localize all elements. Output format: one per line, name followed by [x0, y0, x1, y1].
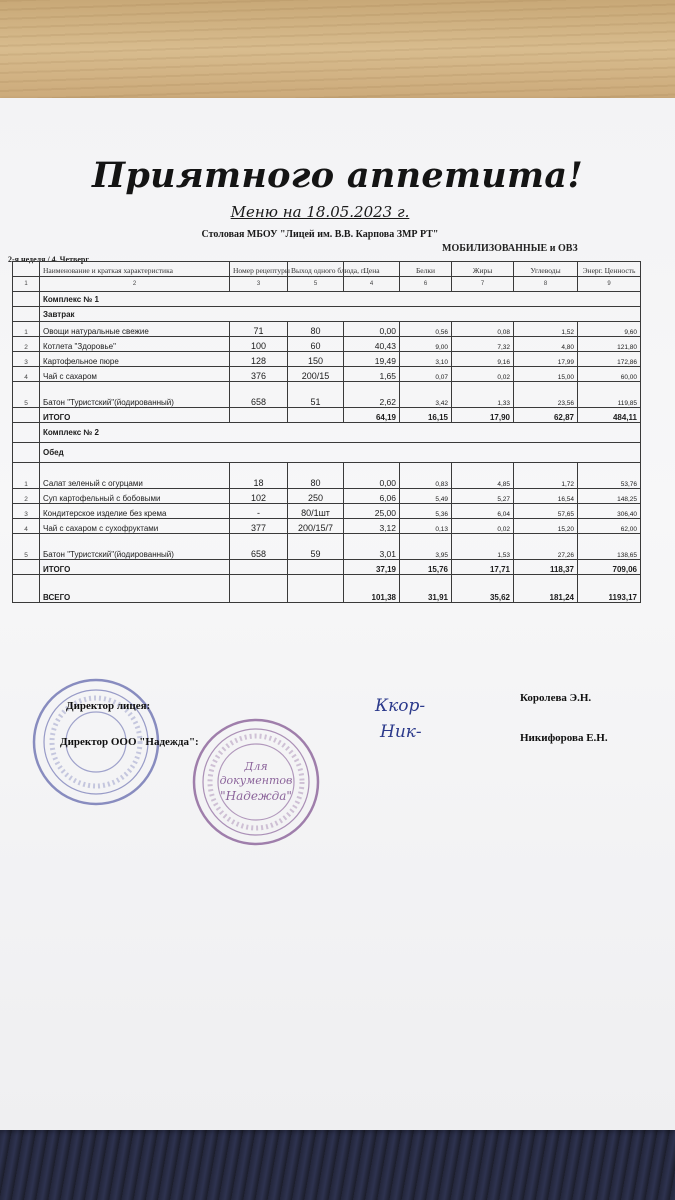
complex-title: Комплекс № 2 — [40, 423, 641, 443]
header-yield: Выход одного блюда, г. — [288, 262, 344, 277]
table-row — [13, 489, 641, 504]
column-number-row — [13, 277, 641, 292]
recipe-number: 128 — [230, 352, 288, 367]
meal-title: Обед — [40, 443, 641, 463]
school-name: Столовая МБОУ "Лицей им. В.В. Карпова ЗМР РТ" — [201, 229, 439, 240]
dish-carbs: 27,26 — [514, 534, 578, 560]
dish-carbs: 15,00 — [514, 367, 578, 382]
complex-2-meal-row — [13, 443, 641, 463]
dish-protein: 3,10 — [400, 352, 452, 367]
header-fat: Жиры — [452, 262, 514, 277]
director-name: Королева Э.Н. — [520, 692, 592, 704]
dish-energy: 138,65 — [578, 534, 641, 560]
column-number: 4 — [344, 277, 400, 292]
dish-fat: 0,08 — [452, 322, 514, 337]
recipe-number: 102 — [230, 489, 288, 504]
dish-energy: 62,00 — [578, 519, 641, 534]
row-index: 2 — [13, 337, 40, 352]
header-energy: Энерг. Ценность — [578, 262, 641, 277]
header-name: Наименование и краткая характеристика — [40, 262, 230, 277]
dish-price: 1,65 — [344, 367, 400, 382]
dish-price: 3,01 — [344, 534, 400, 560]
recipe-number: 376 — [230, 367, 288, 382]
total-protein: 16,15 — [400, 408, 452, 423]
menu-date: Меню на 18.05.2023 г. — [230, 203, 410, 221]
company-director-signature: Ник- — [380, 722, 422, 742]
grand-total-price: 101,38 — [344, 575, 400, 603]
grand-total-carbs: 181,24 — [514, 575, 578, 603]
grand-total-protein: 31,91 — [400, 575, 452, 603]
dish-yield: 59 — [288, 534, 344, 560]
dish-name: Чай с сахаром — [40, 367, 230, 382]
dish-protein: 5,49 — [400, 489, 452, 504]
dish-protein: 0,07 — [400, 367, 452, 382]
table-row — [13, 534, 641, 560]
recipe-number: 658 — [230, 382, 288, 408]
dish-protein: 0,83 — [400, 463, 452, 489]
column-number: 2 — [40, 277, 230, 292]
dish-energy: 119,85 — [578, 382, 641, 408]
column-number: 8 — [514, 277, 578, 292]
dish-price: 0,00 — [344, 463, 400, 489]
dish-carbs: 17,99 — [514, 352, 578, 367]
dish-price: 0,00 — [344, 322, 400, 337]
dish-carbs: 16,54 — [514, 489, 578, 504]
table-row — [13, 463, 641, 489]
row-index: 3 — [13, 352, 40, 367]
dish-protein: 3,42 — [400, 382, 452, 408]
complex-2-title-row — [13, 423, 641, 443]
row-index: 1 — [13, 322, 40, 337]
dish-protein: 0,56 — [400, 322, 452, 337]
complex-1-meal-row — [13, 307, 641, 322]
menu-table — [12, 261, 641, 603]
column-number: 3 — [230, 277, 288, 292]
stamp-text: "Надежда" — [220, 789, 292, 803]
recipe-number: 100 — [230, 337, 288, 352]
dish-carbs: 1,52 — [514, 322, 578, 337]
row-index: 1 — [13, 463, 40, 489]
dish-carbs: 57,65 — [514, 504, 578, 519]
dish-price: 6,06 — [344, 489, 400, 504]
total-energy: 484,11 — [578, 408, 641, 423]
dish-energy: 121,80 — [578, 337, 641, 352]
dish-fat: 5,27 — [452, 489, 514, 504]
dish-fat: 7,32 — [452, 337, 514, 352]
header-carbs: Углеводы — [514, 262, 578, 277]
dish-energy: 172,86 — [578, 352, 641, 367]
category-label: МОБИЛИЗОВАННЫЕ и ОВЗ — [442, 243, 578, 254]
dish-name: Чай с сахаром с сухофруктами — [40, 519, 230, 534]
dish-fat: 9,16 — [452, 352, 514, 367]
column-number: 1 — [13, 277, 40, 292]
dish-carbs: 4,80 — [514, 337, 578, 352]
director-signature: Ккор- — [375, 696, 426, 716]
recipe-number: 658 — [230, 534, 288, 560]
company-director-label: Директор ООО "Надежда": — [60, 736, 199, 748]
recipe-number: 18 — [230, 463, 288, 489]
dish-fat: 0,02 — [452, 367, 514, 382]
dish-yield: 51 — [288, 382, 344, 408]
total-fat: 17,71 — [452, 560, 514, 575]
dish-fat: 1,33 — [452, 382, 514, 408]
grand-total-label: ВСЕГО — [40, 575, 230, 603]
dish-protein: 0,13 — [400, 519, 452, 534]
dish-name: Котлета "Здоровье" — [40, 337, 230, 352]
dish-yield: 80/1шт — [288, 504, 344, 519]
total-carbs: 118,37 — [514, 560, 578, 575]
table-row — [13, 519, 641, 534]
total-price: 37,19 — [344, 560, 400, 575]
week-day-label: 2-я неделя / 4. Четверг — [8, 255, 89, 264]
dish-price: 2,62 — [344, 382, 400, 408]
table-header-row — [13, 262, 641, 277]
dish-name: Салат зеленый с огурцами — [40, 463, 230, 489]
total-label: ИТОГО — [40, 560, 230, 575]
total-energy: 709,06 — [578, 560, 641, 575]
dish-fat: 4,85 — [452, 463, 514, 489]
dish-protein: 3,95 — [400, 534, 452, 560]
company-stamp — [190, 716, 322, 848]
dish-energy: 9,60 — [578, 322, 641, 337]
total-label: ИТОГО — [40, 408, 230, 423]
grand-total-row — [13, 575, 641, 603]
stamp-text: Для — [244, 760, 268, 773]
column-number: 9 — [578, 277, 641, 292]
dish-energy: 148,25 — [578, 489, 641, 504]
dish-price: 40,43 — [344, 337, 400, 352]
total-fat: 17,90 — [452, 408, 514, 423]
total-carbs: 62,87 — [514, 408, 578, 423]
dish-energy: 53,76 — [578, 463, 641, 489]
dish-name: Батон "Туристский"(йодированный) — [40, 382, 230, 408]
dish-yield: 80 — [288, 322, 344, 337]
dish-name: Картофельное пюре — [40, 352, 230, 367]
dish-fat: 1,53 — [452, 534, 514, 560]
dish-name: Суп картофельный с бобовыми — [40, 489, 230, 504]
dish-price: 3,12 — [344, 519, 400, 534]
recipe-number: 71 — [230, 322, 288, 337]
dish-energy: 60,00 — [578, 367, 641, 382]
total-protein: 15,76 — [400, 560, 452, 575]
dish-yield: 80 — [288, 463, 344, 489]
table-row — [13, 352, 641, 367]
dish-price: 25,00 — [344, 504, 400, 519]
dish-name: Кондитерское изделие без крема — [40, 504, 230, 519]
dish-name: Батон "Туристский"(йодированный) — [40, 534, 230, 560]
complex-1-title-row — [13, 292, 641, 307]
table-row — [13, 367, 641, 382]
table-row — [13, 382, 641, 408]
dish-yield: 150 — [288, 352, 344, 367]
dish-carbs: 1,72 — [514, 463, 578, 489]
dish-yield: 200/15 — [288, 367, 344, 382]
director-label: Директор лицея: — [66, 700, 151, 712]
grand-total-energy: 1193,17 — [578, 575, 641, 603]
dish-protein: 9,00 — [400, 337, 452, 352]
column-number: 5 — [288, 277, 344, 292]
dish-yield: 60 — [288, 337, 344, 352]
dish-fat: 0,02 — [452, 519, 514, 534]
row-index: 4 — [13, 367, 40, 382]
row-index: 4 — [13, 519, 40, 534]
column-number: 6 — [400, 277, 452, 292]
table-row — [13, 504, 641, 519]
dish-carbs: 23,56 — [514, 382, 578, 408]
dish-yield: 250 — [288, 489, 344, 504]
dish-name: Овощи натуральные свежие — [40, 322, 230, 337]
row-index: 3 — [13, 504, 40, 519]
grand-total-fat: 35,62 — [452, 575, 514, 603]
dish-carbs: 15,20 — [514, 519, 578, 534]
row-index: 5 — [13, 534, 40, 560]
header-price: Цена — [344, 262, 400, 277]
table-row — [13, 322, 641, 337]
table-row — [13, 337, 641, 352]
row-index: 2 — [13, 489, 40, 504]
header-index — [13, 262, 40, 277]
row-index: 5 — [13, 382, 40, 408]
complex-1-total-row — [13, 408, 641, 423]
complex-title: Комплекс № 1 — [40, 292, 641, 307]
recipe-number: 377 — [230, 519, 288, 534]
dish-yield: 200/15/7 — [288, 519, 344, 534]
column-number: 7 — [452, 277, 514, 292]
header-recipe: Номер рецептуры — [230, 262, 288, 277]
header-protein: Белки — [400, 262, 452, 277]
fabric-background — [0, 1128, 675, 1200]
wood-grain-texture — [0, 0, 675, 110]
meal-title: Завтрак — [40, 307, 641, 322]
company-director-name: Никифорова Е.Н. — [520, 732, 608, 744]
stamp-text: документов — [219, 774, 293, 787]
dish-fat: 6,04 — [452, 504, 514, 519]
complex-2-total-row — [13, 560, 641, 575]
document-title: Приятного аппетита! — [91, 155, 584, 196]
dish-price: 19,49 — [344, 352, 400, 367]
dish-energy: 306,40 — [578, 504, 641, 519]
total-price: 64,19 — [344, 408, 400, 423]
dish-protein: 5,36 — [400, 504, 452, 519]
recipe-number: - — [230, 504, 288, 519]
